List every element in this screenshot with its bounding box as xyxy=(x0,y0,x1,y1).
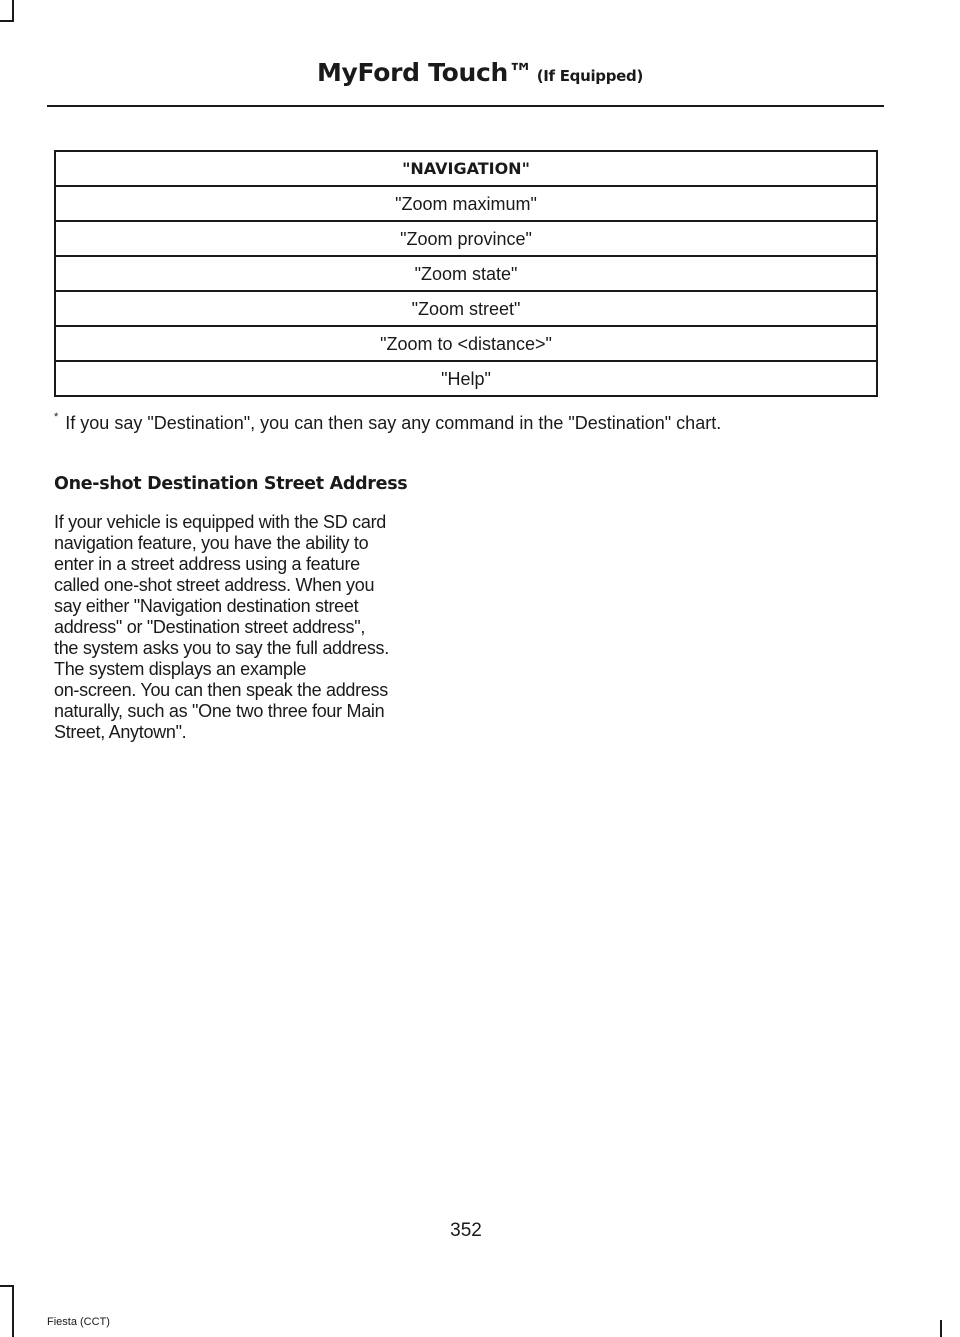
body-line: naturally, such as "One two three four Main xyxy=(54,701,385,721)
table-row xyxy=(55,326,877,361)
table-cell: "Help" xyxy=(55,361,877,396)
table-heading: "NAVIGATION" xyxy=(55,151,877,186)
body-line: The system displays an example xyxy=(54,659,307,679)
header-subtitle: (If Equipped) xyxy=(536,67,644,85)
table-row xyxy=(55,256,877,291)
table-header-row xyxy=(55,151,877,186)
page-header xyxy=(0,58,960,87)
table-row xyxy=(55,186,877,221)
body-line: navigation feature, you have the ability to xyxy=(54,533,369,553)
table-cell: "Zoom to <distance>" xyxy=(55,326,877,361)
crop-mark-bottom-left-v xyxy=(12,1285,14,1337)
body-line: If your vehicle is equipped with the SD card xyxy=(54,512,386,532)
table-row xyxy=(55,291,877,326)
footnote-marker: * xyxy=(54,411,59,423)
body-line: address" or "Destination street address", xyxy=(54,617,366,637)
section-body xyxy=(54,512,449,743)
header-divider xyxy=(47,105,884,107)
body-line: the system asks you to say the full address. xyxy=(54,638,389,658)
crop-mark-bottom-right-v xyxy=(940,1320,942,1337)
page-number: 352 xyxy=(450,1220,482,1241)
crop-mark-bottom-left-h xyxy=(0,1285,14,1287)
footer-model-label: Fiesta (CCT) xyxy=(47,1316,110,1328)
crop-mark-top-left-h xyxy=(0,20,14,22)
header-title: MyFord Touch™ xyxy=(316,58,533,87)
table-row xyxy=(55,361,877,396)
table-cell: "Zoom province" xyxy=(55,221,877,256)
table-row xyxy=(55,221,877,256)
body-line: enter in a street address using a feature xyxy=(54,554,360,574)
table-cell: "Zoom maximum" xyxy=(55,186,877,221)
body-line: say either "Navigation destination street xyxy=(54,596,359,616)
section-heading: One-shot Destination Street Address xyxy=(54,474,408,494)
body-line: on-screen. You can then speak the address xyxy=(54,680,388,700)
table-cell: "Zoom state" xyxy=(55,256,877,291)
navigation-command-table xyxy=(54,150,878,397)
table-cell: "Zoom street" xyxy=(55,291,877,326)
body-line: called one-shot street address. When you xyxy=(54,575,375,595)
footnote-text: If you say "Destination", you can then say any command in the "Destination" chart. xyxy=(65,413,722,433)
crop-mark-top-left-v xyxy=(12,0,14,20)
body-line: Street, Anytown". xyxy=(54,722,187,742)
table-footnote xyxy=(54,413,721,434)
